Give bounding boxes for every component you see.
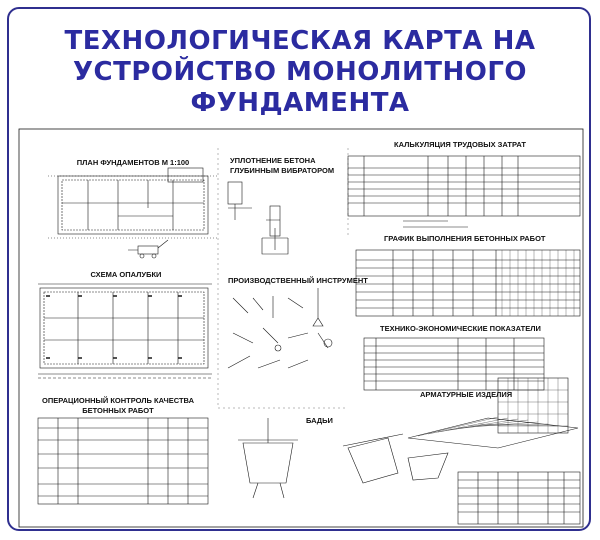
indicators-table xyxy=(364,338,544,390)
concrete-schedule-table xyxy=(356,250,580,316)
buckets-label: БАДЬИ xyxy=(306,416,333,425)
foundation-plan-drawing xyxy=(48,168,218,258)
reinforcement-label: АРМАТУРНЫЕ ИЗДЕЛИЯ xyxy=(420,390,513,399)
indicators-label: ТЕХНИКО-ЭКОНОМИЧЕСКИЕ ПОКАЗАТЕЛИ xyxy=(380,324,541,333)
formwork-scheme-drawing xyxy=(38,284,212,378)
quality-control-label-1: ОПЕРАЦИОННЫЙ КОНТРОЛЬ КАЧЕСТВА xyxy=(42,396,194,405)
quality-control-table xyxy=(38,418,208,504)
compaction-drawing xyxy=(228,182,288,254)
formwork-scheme-label: СХЕМА ОПАЛУБКИ xyxy=(90,270,162,279)
drawing-sheet xyxy=(18,128,584,528)
tools-label: ПРОИЗВОДСТВЕННЫЙ ИНСТРУМЕНТ xyxy=(228,276,368,285)
buckets-drawing xyxy=(238,418,448,498)
labor-costs-table xyxy=(348,156,580,227)
compaction-label-2: ГЛУБИННЫМ ВИБРАТОРОМ xyxy=(230,166,335,175)
quality-control-label-2: БЕТОННЫХ РАБОТ xyxy=(82,406,154,415)
title-line-3: ФУНДАМЕНТА xyxy=(190,88,410,118)
schedule-label: ГРАФИК ВЫПОЛНЕНИЯ БЕТОННЫХ РАБОТ xyxy=(384,234,546,243)
poster-title xyxy=(0,26,600,119)
tools-drawing xyxy=(228,288,332,368)
compaction-label-1: УПЛОТНЕНИЕ БЕТОНА xyxy=(230,156,316,165)
foundation-plan-label: ПЛАН ФУНДАМЕНТОВ М 1:100 xyxy=(76,158,190,167)
labor-costs-label: КАЛЬКУЛЯЦИЯ ТРУДОВЫХ ЗАТРАТ xyxy=(394,140,526,149)
title-line-2: УСТРОЙСТВО МОНОЛИТНОГО xyxy=(72,57,528,87)
title-line-1: ТЕХНОЛОГИЧЕСКАЯ КАРТА НА xyxy=(64,26,536,56)
title-block xyxy=(458,472,580,524)
reinforcement-drawing xyxy=(408,378,578,448)
